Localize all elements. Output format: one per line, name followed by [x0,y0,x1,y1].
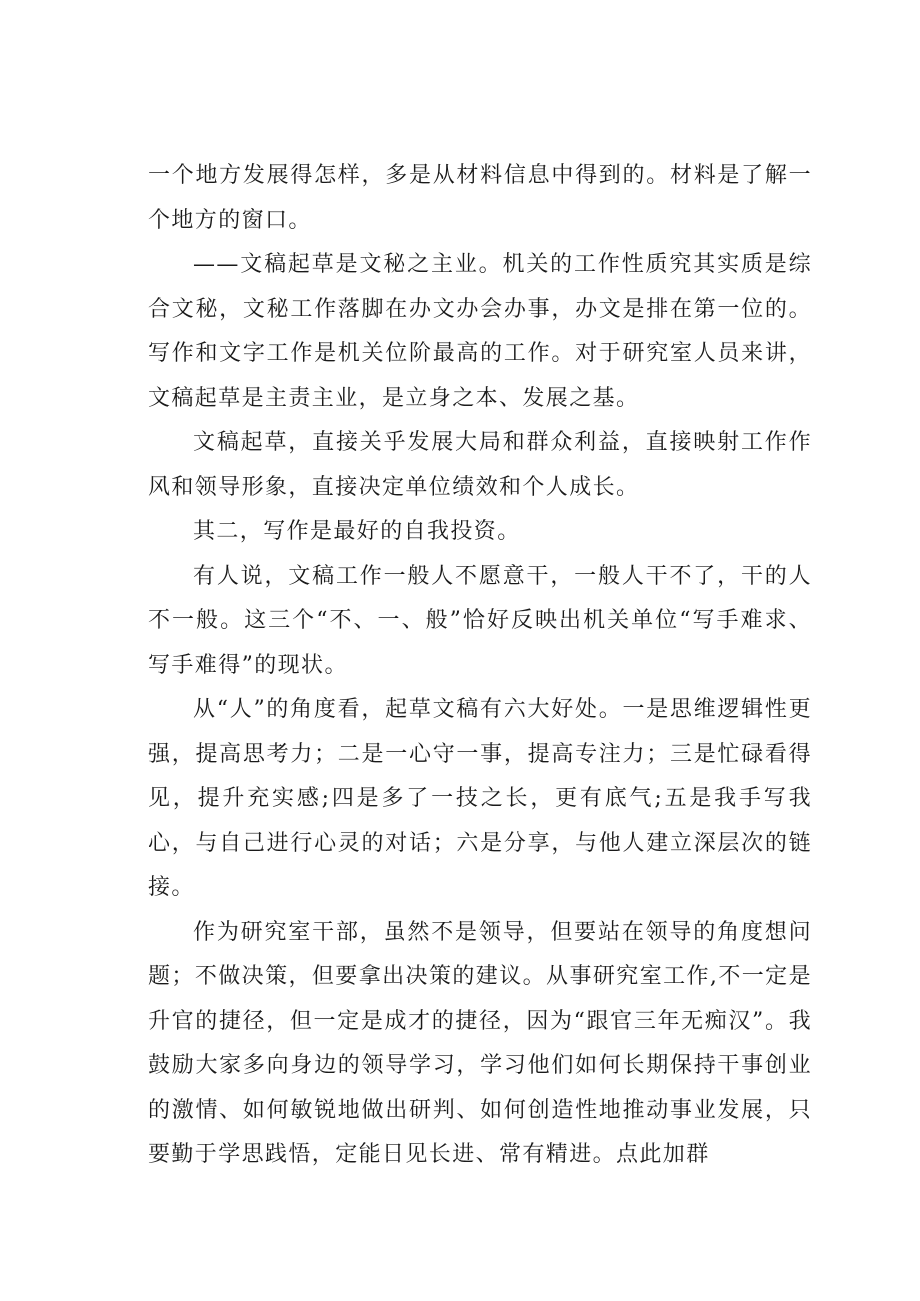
paragraph-2: ——文稿起草是文秘之主业。机关的工作性质究其实质是综合文秘，文秘工作落脚在办文办会办事，办文是排在第一位的。写作和文字工作是机关位阶最高的工作。对于研究室人员来讲，文稿起草是主责主业，是立身之本、发展之基。 [148,252,812,411]
document-body [148,154,812,1178]
paragraph-7: 作为研究室干部，虽然不是领导，但要站在领导的角度想问题；不做决策，但要拿出决策的建议。从事研究室工作,不一定是升官的捷径，但一定是成才的捷径，因为“跟官三年无痴汉”。我鼓励大家多向身边的领导学习，学习他们如何长期保持干事创业的激情、如何敏锐地做出研判、如何创造性地推动事业发展，只要勤于学思践悟，定能日见长进、常有精进。点此加群 [148,919,812,1167]
paragraph-3: 文稿起草，直接关乎发展大局和群众利益，直接映射工作作风和领导形象，直接决定单位绩效和个人成长。 [148,430,812,500]
paragraph-6: 从“人”的角度看，起草文稿有六大好处。一是思维逻辑性更强，提高思考力；二是一心守一事，提高专注力；三是忙碌看得见，提升充实感;四是多了一技之长，更有底气;五是我手写我心，与自己进行心灵的对话；六是分享，与他人建立深层次的链接。 [148,697,812,900]
paragraph-5: 有人说，文稿工作一般人不愿意干，一般人干不了，干的人不一般。这三个“不、一、般”恰好反映出机关单位“写手难求、写手难得”的现状。 [148,563,812,678]
paragraph-4: 其二，写作是最好的自我投资。 [193,519,521,544]
paragraph-1: 一个地方发展得怎样，多是从材料信息中得到的。材料是了解一个地方的窗口。 [148,163,812,233]
